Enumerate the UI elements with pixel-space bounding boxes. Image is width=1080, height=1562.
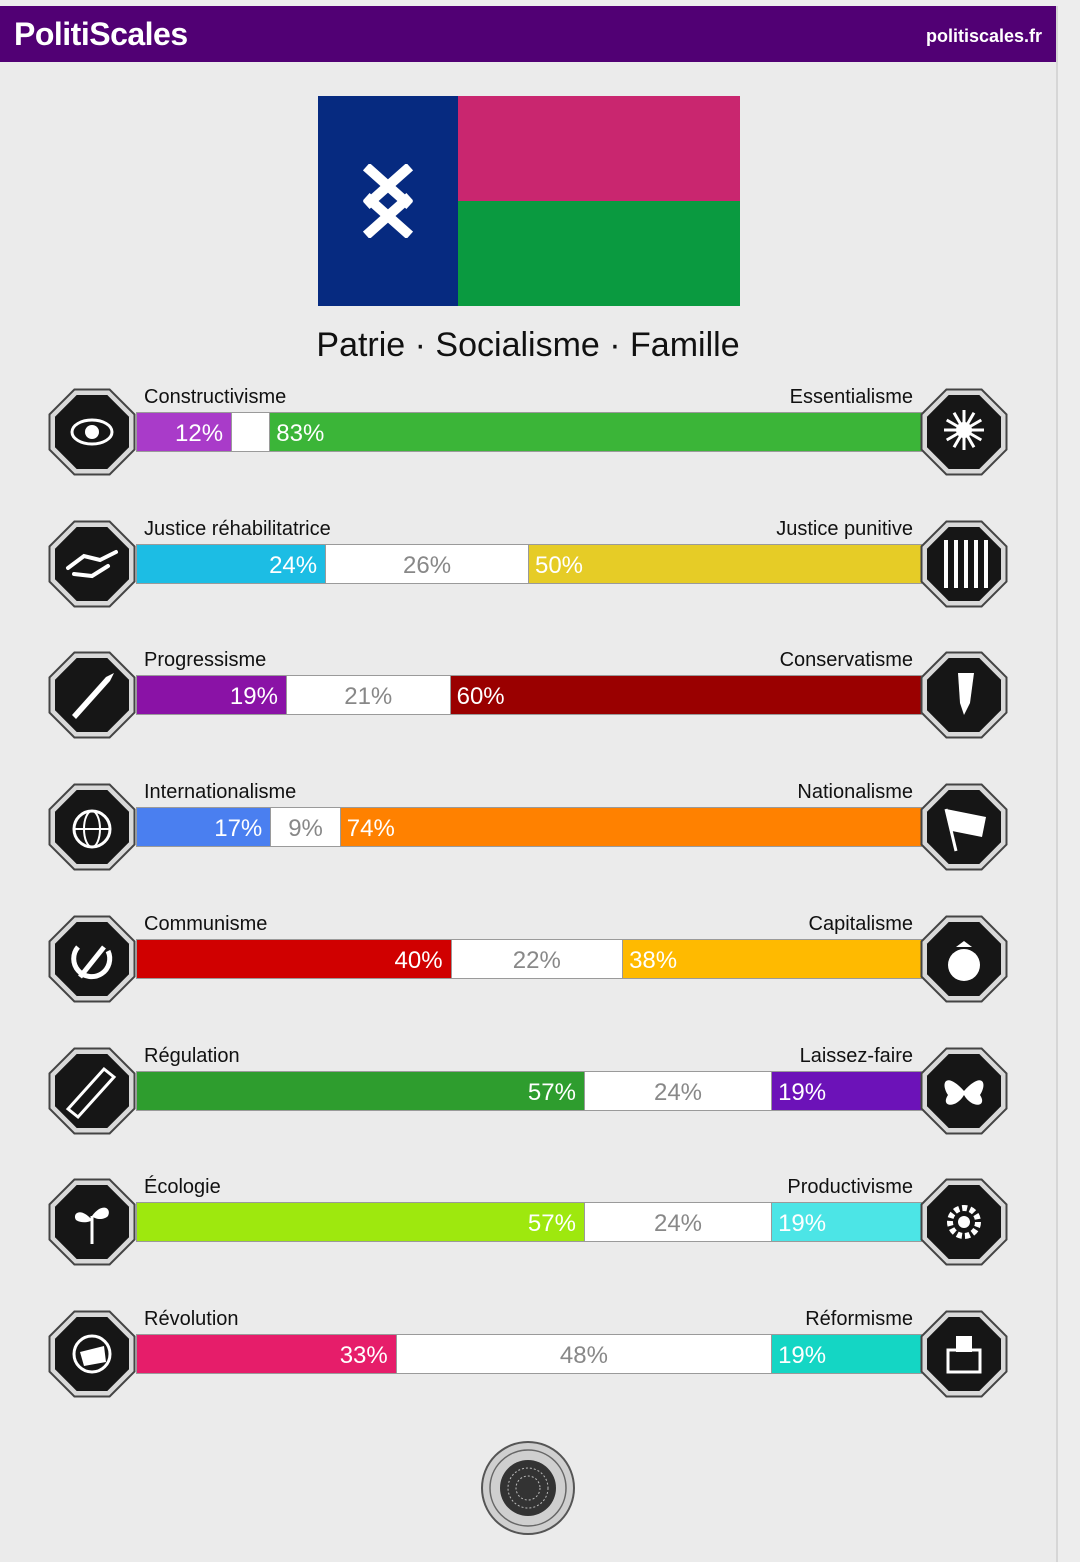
quill-icon (916, 647, 1012, 743)
axis-right-segment (772, 1072, 921, 1110)
axis-left-segment (137, 808, 270, 846)
axis-neutral-segment (451, 940, 623, 978)
axis-right-label: Réformisme (805, 1307, 913, 1330)
axis-right-segment (623, 940, 921, 978)
axis-left-value: 24% (269, 551, 318, 579)
axis-left-segment (137, 1072, 584, 1110)
axis-right-value: 60% (456, 683, 505, 711)
axis-row (0, 1045, 1056, 1145)
axis-left-segment (137, 940, 451, 978)
axis-bar (136, 412, 922, 452)
money-bag-icon (916, 911, 1012, 1007)
axis-left-label: Révolution (144, 1307, 239, 1330)
axis-right-value: 50% (534, 551, 584, 579)
globe-icon (44, 779, 140, 875)
axis-left-label: Communisme (144, 912, 268, 935)
axis-right-label: Conservatisme (779, 649, 913, 672)
axis-right-label: Justice punitive (776, 517, 913, 540)
axis-left-segment (137, 413, 231, 451)
axis-neutral-value: 9% (288, 815, 323, 843)
axis-row (0, 1308, 1056, 1408)
flag-top-stripe (458, 96, 740, 201)
axis-bar (136, 807, 922, 847)
axis-row (0, 518, 1056, 618)
axis-right-segment (270, 413, 921, 451)
hammer-sickle-icon (44, 911, 140, 1007)
axis-right-label: Essentialisme (789, 386, 913, 408)
axis-bar (136, 939, 922, 979)
axis-left-segment (137, 1203, 584, 1241)
axis-right-segment (529, 545, 921, 583)
axis-right-value: 74% (346, 815, 395, 843)
axis-neutral-value: 21% (344, 683, 393, 711)
site-link[interactable]: politiscales.fr (925, 26, 1042, 46)
axis-right-label: Productivisme (787, 1176, 913, 1199)
axis-neutral-segment (584, 1203, 772, 1241)
axis-right-segment (341, 808, 921, 846)
flag-icon (916, 779, 1012, 875)
axis-left-label: Écologie (144, 1176, 221, 1199)
axis-left-value: 19% (229, 683, 278, 711)
axis-neutral-segment (325, 545, 529, 583)
axis-left-label: Constructivisme (144, 386, 287, 408)
axis-left-segment (137, 1335, 396, 1373)
axis-row (0, 386, 1056, 486)
axis-left-value: 33% (339, 1341, 388, 1369)
axis-right-segment (772, 1203, 921, 1241)
header-bar (0, 6, 1056, 62)
axis-left-label: Régulation (144, 1044, 240, 1067)
axis-bar (136, 1334, 922, 1374)
axis-bar (136, 1071, 922, 1111)
axis-neutral-value: 26% (403, 551, 452, 579)
axis-neutral-value: 24% (653, 1210, 703, 1238)
seal-emblem-icon (480, 1440, 576, 1536)
axis-right-value: 19% (778, 1078, 827, 1106)
axis-neutral-segment (231, 413, 270, 451)
flag-bottom-stripe (458, 201, 740, 306)
axis-neutral-segment (584, 1072, 772, 1110)
axis-right-value: 83% (276, 420, 325, 447)
axis-row (0, 781, 1056, 881)
flower-icon (916, 384, 1012, 480)
axis-row (0, 913, 1056, 1013)
axis-neutral-segment (396, 1335, 772, 1373)
axis-left-value: 57% (527, 1078, 576, 1106)
eye-icon (44, 384, 140, 480)
axis-left-label: Progressisme (144, 649, 267, 672)
axis-left-label: Justice réhabilitatrice (144, 517, 331, 540)
axis-neutral-value: 48% (559, 1341, 608, 1369)
axis-right-label: Laissez-faire (799, 1044, 913, 1067)
axis-right-label: Capitalisme (808, 912, 913, 935)
axis-right-value: 38% (629, 946, 678, 974)
axis-left-value: 57% (527, 1210, 576, 1238)
axis-bar (136, 544, 922, 584)
axis-right-label: Nationalisme (797, 781, 913, 804)
axis-right-value: 19% (778, 1210, 827, 1238)
axis-right-segment (772, 1335, 921, 1373)
axis-row (0, 649, 1056, 749)
axis-neutral-value: 22% (512, 946, 561, 974)
axis-bar (136, 675, 922, 715)
axis-right-value: 19% (778, 1341, 827, 1369)
prison-bars-icon (916, 516, 1012, 612)
axis-row (0, 1176, 1056, 1276)
fist-icon (44, 1306, 140, 1402)
sprout-icon (44, 1174, 140, 1270)
rocket-icon (44, 647, 140, 743)
axis-left-value: 17% (214, 815, 263, 843)
axis-right-segment (451, 676, 921, 714)
gear-icon (916, 1174, 1012, 1270)
butterfly-icon (916, 1043, 1012, 1139)
axis-left-label: Internationalisme (144, 781, 297, 804)
ballot-box-icon (916, 1306, 1012, 1402)
axis-left-segment (137, 545, 325, 583)
axis-neutral-segment (270, 808, 341, 846)
ruler-icon (44, 1043, 140, 1139)
axis-neutral-segment (286, 676, 451, 714)
axis-left-segment (137, 676, 286, 714)
axis-bar (136, 1202, 922, 1242)
double-x-emblem-icon (362, 164, 414, 238)
axis-left-value: 40% (394, 946, 443, 974)
axis-left-value: 12% (175, 420, 224, 447)
brand-title[interactable]: PolitiScales (14, 16, 188, 52)
result-flag (318, 96, 740, 306)
axis-neutral-value: 24% (653, 1078, 703, 1106)
slogan: Patrie · Socialisme · Famille (316, 326, 740, 364)
handshake-icon (44, 516, 140, 612)
